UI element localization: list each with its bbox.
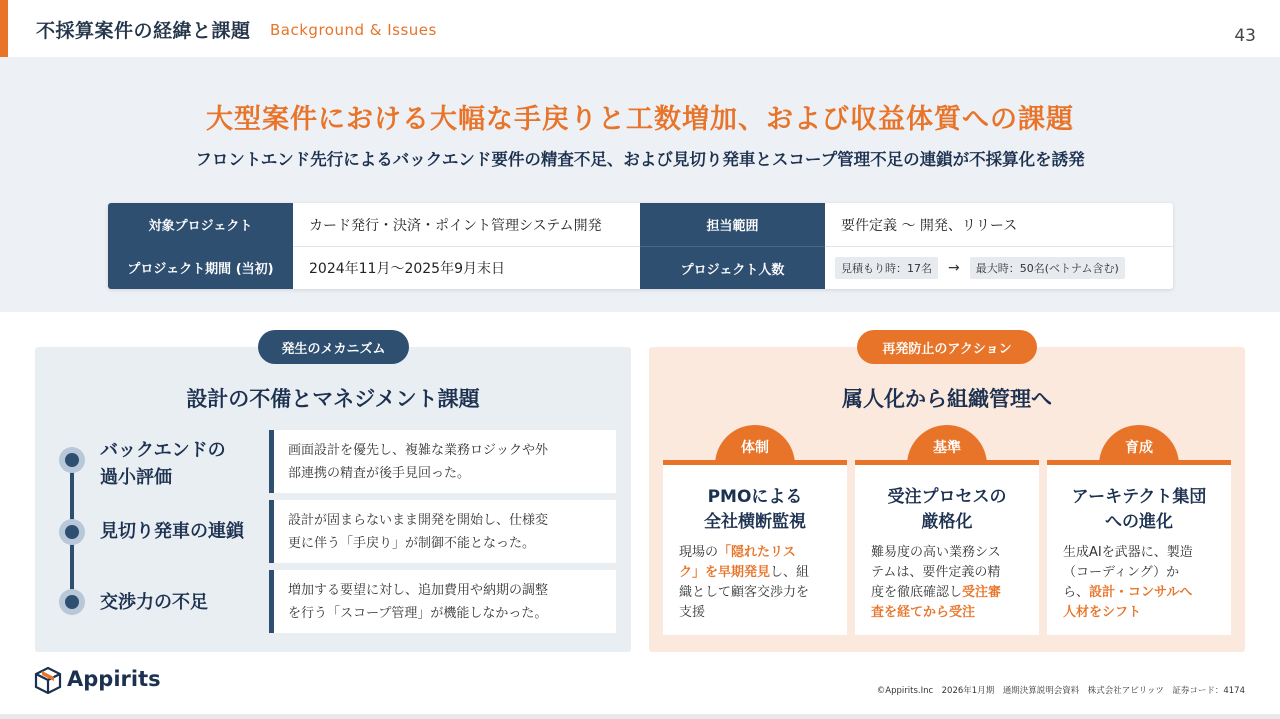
timeline-node xyxy=(59,447,85,473)
column-tab: 育成 xyxy=(1099,425,1179,465)
project-value: カード発行・決済・ポイント管理システム開発 xyxy=(309,217,602,234)
period-label: プロジェクト期間 (当初) xyxy=(108,246,293,289)
timeline-node xyxy=(59,519,85,545)
page-title-en: Background & Issues xyxy=(270,21,437,39)
column-tab: 体制 xyxy=(715,425,795,465)
headcount-estimate: 見積もり時：17名 xyxy=(835,257,938,279)
card-body: 難易度の高い業務シス テムは、要件定義の精 度を徹底確認し受注審 査を経てから受注 xyxy=(871,545,1002,620)
card-body: 現場の「隠れたリス ク」を早期発見し、組 織として顧客交渉力を 支援 xyxy=(679,545,810,620)
card-body: 生成AIを武器に、製造 （コーディング）か ら、設計・コンサルへ 人材をシフト xyxy=(1063,545,1193,620)
scope-label: 担当範囲 xyxy=(640,203,825,246)
scope-value: 要件定義 〜 開発、リリース xyxy=(841,217,1018,234)
page-number: 43 xyxy=(1234,26,1256,46)
mechanism-item-label: 見切り発車の連鎖 xyxy=(100,521,244,542)
arrow-right-icon: → xyxy=(948,259,960,276)
mechanism-title: 設計の不備とマネジメント課題 xyxy=(186,387,480,411)
card-title: アーキテクト集団 への進化 xyxy=(1071,487,1207,532)
appirits-logo-icon xyxy=(34,666,62,694)
timeline-node xyxy=(59,589,85,615)
headcount-label: プロジェクト人数 xyxy=(640,246,825,289)
period-value: 2024年11月〜2025年9月末日 xyxy=(309,260,505,277)
subheadline: フロントエンド先行によるバックエンド要件の精査不足、および見切り発車とスコープ管理不足の連鎖が不採算化を誘発 xyxy=(195,150,1085,169)
action-card-architect xyxy=(1047,460,1231,635)
mechanism-item-text: 画面設計を優先し、複雑な業務ロジックや外 部連携の精査が後手見回った。 xyxy=(269,430,616,493)
page-title: 不採算案件の経緯と課題 xyxy=(36,20,251,42)
card-title: PMOによる 全社横断監視 xyxy=(704,487,806,532)
mechanism-badge: 発生のメカニズム xyxy=(258,330,409,364)
footer-note: ©Appirits.Inc 2026年1月期 通期決算説明会資料 株式会社アピリッツ 証券コード：4174 xyxy=(876,686,1245,696)
card-title: 受注プロセスの 厳格化 xyxy=(887,487,1007,532)
action-card-pmo xyxy=(663,460,847,635)
mechanism-item-label: 交渉力の不足 xyxy=(100,592,208,613)
bottom-divider xyxy=(0,714,1280,719)
headcount-max: 最大時：50名(ベトナム含む) xyxy=(970,257,1125,279)
mechanism-item-text: 設計が固まらないまま開発を開始し、仕様変 更に伴う「手戻り」が制御不能となった。 xyxy=(269,500,616,563)
headline: 大型案件における大幅な手戻りと工数増加、および収益体質への課題 xyxy=(206,104,1074,135)
logo-text: Appirits xyxy=(67,667,161,691)
headcount-value xyxy=(825,246,1173,289)
action-title: 属人化から組織管理へ xyxy=(842,387,1052,411)
column-tab: 基準 xyxy=(907,425,987,465)
project-label: 対象プロジェクト xyxy=(108,203,293,246)
mechanism-item-text: 増加する要望に対し、追加費用や納期の調整 を行う「スコープ管理」が機能しなかった。 xyxy=(269,570,616,633)
header-accent-bar xyxy=(0,0,8,57)
project-info-table xyxy=(108,203,1173,289)
mechanism-item-label: バックエンドの 過小評価 xyxy=(100,440,226,488)
action-badge: 再発防止のアクション xyxy=(857,330,1037,364)
action-card-process xyxy=(855,460,1039,635)
